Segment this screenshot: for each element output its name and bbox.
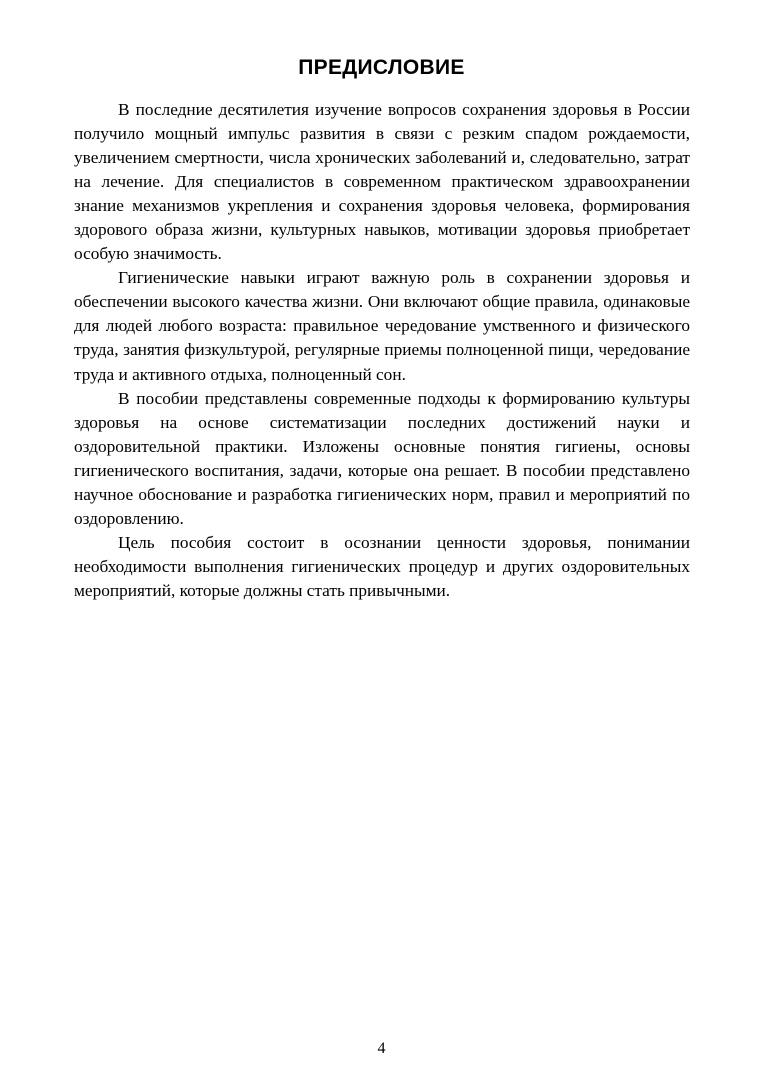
page-title: ПРЕДИСЛОВИЕ <box>298 56 465 79</box>
paragraph-2: Гигиенические навыки играют важную роль в сохранении здоровья и обеспечении высокого качества жизни. Они включают общие правила, одинаковые для людей любого возраста: правильное чередование умственного и физического труда, занятия физкультурой, регулярные приемы полноценной пищи, чередование труда и активного отдыха, полноценный сон. <box>74 268 690 384</box>
paragraph-1: В последние десятилетия изучение вопросов сохранения здоровья в России получило мощный импульс развития в связи с резким спадом рождаемости, увеличением смертности, числа хронических заболеваний и, следовательно, затрат на лечение. Для специалистов в современном практическом здравоохранении знание механизмов укрепления и сохранения здоровья человека, формирования здорового образа жизни, культурных навыков, мотивации здоровья приобретает особую значимость. <box>74 100 690 264</box>
paragraph-3: В пособии представлены современные подходы к формированию культуры здоровья на основе систематизации последних достижений науки и оздоровительной практики. Изложены основные понятия гигиены, основы гигиенического воспитания, задачи, которые она решает. В пособии представлено научное обоснование и разработка гигиенических норм, правил и мероприятий по оздоровлению. <box>74 388 690 528</box>
preface-body <box>74 98 690 603</box>
paragraph-4: Цель пособия состоит в осознании ценности здоровья, понимании необходимости выполнения гигиенических процедур и других оздоровительных мероприятий, которые должны стать привычными. <box>74 532 690 600</box>
page-number: 4 <box>377 1040 386 1057</box>
